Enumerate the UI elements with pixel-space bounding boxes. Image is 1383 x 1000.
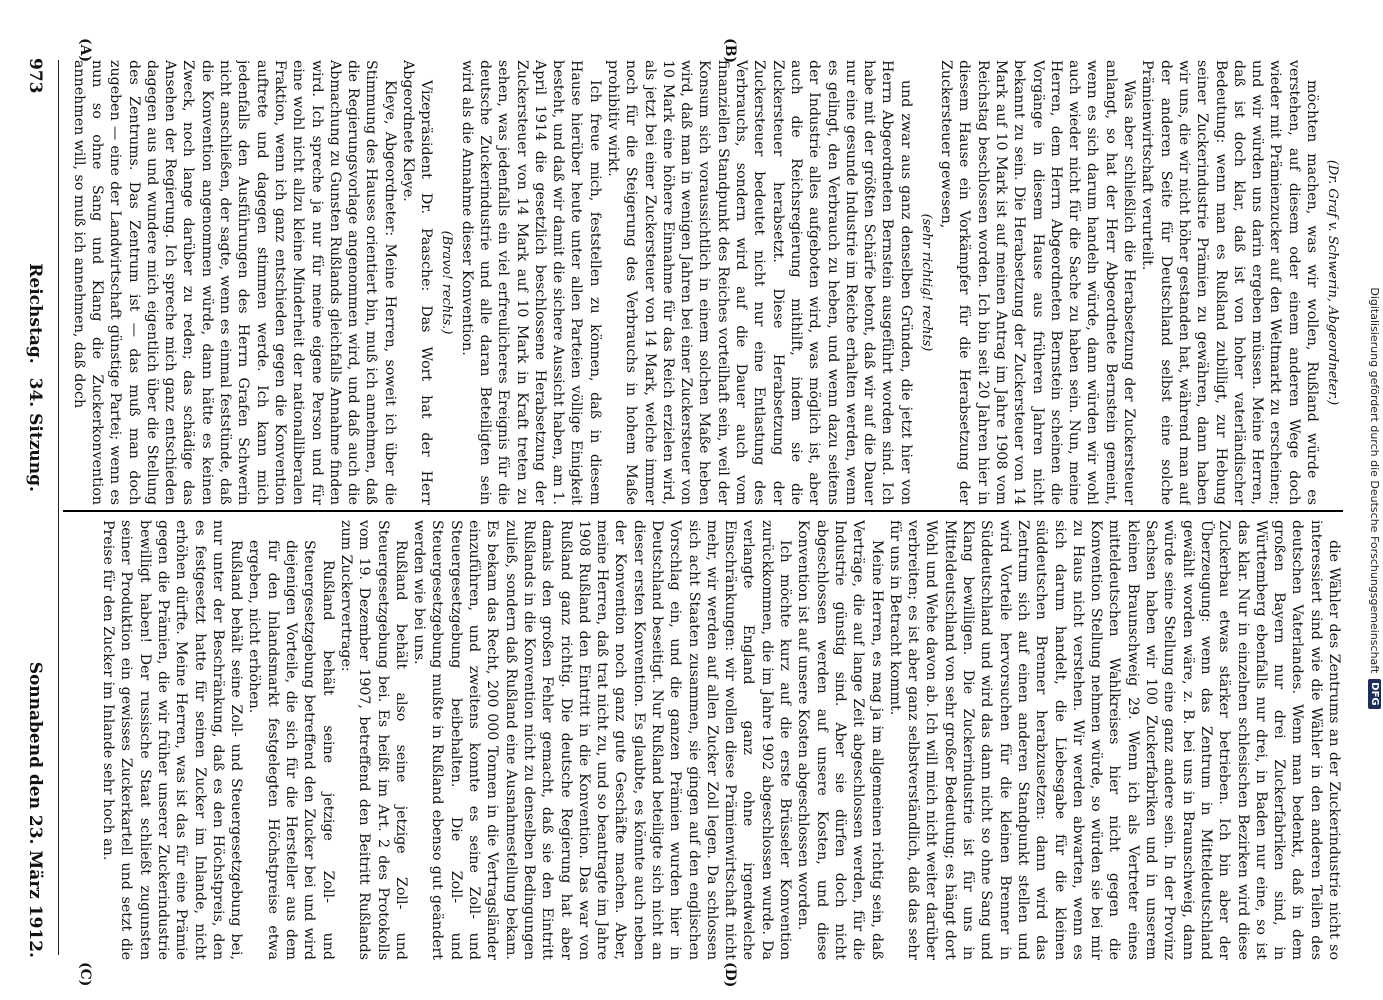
- margin-marker-c: (C): [77, 962, 93, 987]
- column-divider: [63, 510, 1343, 512]
- paragraph: möchten machen, was wir wollen, Rußland würde es verstehen, auf diesem oder einem anderen Wege doch wieder mit Prämienzucker auf den Weltmarkt zu erscheinen; und wir würden uns darin ergeben müssen. Meine Herren, daß ist doch klar, daß ist von hoher vaterländischer Bedeutung: wenn man es Rußland zubilligt, zur Hebung seiner Zuckerindustrie Prämien zu gewähren, dann haben wir uns, die wir nicht höher gestanden hat, während man auf der anderen Seite für Deutschland selbst eine solche Prämienwirtschaft verurteilt.: [1139, 60, 1320, 505]
- interjection: (sehr richtig! rechts): [918, 213, 934, 352]
- paragraph: Was aber schließlich die Herabsetzung der Zuckersteuer anlangt, so hat der Herr Abgeordnete Bernstein gemeint, wenn es sich darum handeln würde, dann würden wir wohl auch wieder nicht für die Sache zu haben sein. Nun, meine Herren, dem Herrn Abgeordneten Bernstein scheinen die Vorgänge in diesem Hause aus früheren Jahren nicht bekannt zu sein. Die Herabsetzung der Zuckersteuer von 14 Mark auf 10 Mark ist auf meinen Antrag im Jahre 1908 vom Reichstag beschlossen worden. Ich bin seit 20 Jahren hier in diesem Hause ein Vorkämpfer für die Herabsetzung der Zuckersteuer gewesen,: [938, 60, 1138, 505]
- paragraph: Ich möchte kurz auf die erste Brüsseler Konvention zurückkommen, die im Jahre 1902 abgeschlossen wurde. Da verlangte England ganz ohne irgendwelche Einschränkungen: wir wollen diese Prämienwirtschaft nicht mehr, wir werden auf allen Zucker Zoll legen. Da schlossen sich acht Staaten zusammen, sie gingen auf den englischen Vorschlag ein, und die ganzen Prämien wurden hier in Deutschland beseitigt. Nur Rußland beteiligte sich nicht an dieser ersten Konvention. Es glaubte, es könnte auch neben der Konvention noch ganz gute Geschäfte machen. Aber, meine Herren, daß trat nicht zu, und so beantragte im Jahre 1908 Rußland den Eintritt in die Konvention. Das war von Rußland ganz richtig. Die deutsche Regierung hat aber damals den großen Fehler gemacht, daß sie den Eintritt Rußlands in die Konvention nicht zu denselben Bedingungen zuließ, sondern daß Rußland eine Ausnahmestellung bekam. Es bekam das Recht, 200 000 Tonnen in die Vertragsländer einzuführen, und zweitens konnte es seine Zoll- und Steuergesetzgebung beibehalten. Die Zoll- und Steuergesetzgebung mußte in Rußland ebenso gut geändert werden wie bei uns.: [411, 520, 794, 960]
- right-column: [67, 520, 1343, 960]
- paragraph: und zwar aus ganz denselben Gründen, die jetzt hier von Herrn Abgeordneten Bernstein ausgeführt worden sind. Ich habe mit der größten Schärfe betont, daß wir auf die Dauer nur eine gesunde Industrie im Reiche erhalten werden, wenn es gelingt, den Verbrauch zu heben, und wenn dazu seitens der Industrie alles aufgeboten wird, was möglich ist, aber auch die Reichsregierung mithilft, indem sie die Zuckersteuer herabsetzt. Diese Herabsetzung der Zuckersteuer bedeutet nicht nur eine Entlastung des Verbrauchs, sondern wird auf die Dauer auch vom finanziellen Standpunkt des Reiches vorteilhaft sein, weil der Konsum sich voraussichtlich in einem solchen Maße heben wird, daß man in wenigen Jahren bei einer Zuckersteuer von 10 Mark eine höhere Einnahme für das Reich erzielen wird, als jetzt bei einer Zuckersteuer von 14 Mark, welche immer noch für die Steigerung des Verbrauchs in hohem Maße prohibitiv wirkt.: [605, 60, 914, 505]
- paragraph: Ich freue mich, feststellen zu können, daß in diesem Hause hierüber heute unter allen Parteien völlige Einigkeit besteht, und daß wir damit die sichere Aussicht haben, am 1. April 1914 die gesetzlich beschlossene Herabsetzung der Zuckersteuer von 14 Mark auf 10 Mark in Kraft treten zu sehen, was jedenfalls ein viel erfreulicheres Ereignis für die deutsche Zuckerindustrie und alle daran Beteiligten sein wird als die Annahme dieser Konvention.: [458, 60, 603, 505]
- session-title: 34. Sitzung.: [25, 377, 45, 492]
- president-line: Vizepräsident Dr. Paasche: Das Wort hat der Herr Abgeordnete Kleye.: [400, 60, 435, 505]
- left-column: [67, 60, 1343, 505]
- paragraph: Meine Herren, es mag ja im allgemeinen richtig sein, daß Verträge, die auf lange Zeit abgeschlossen werden, für die Industrie günstig sind. Aber sie dürfen doch nicht abgeschlossen werden auf unsere Kosten, und diese Konvention ist auf unsere Kosten abgeschlossen worden.: [795, 520, 885, 960]
- margin-marker-d: (D): [722, 962, 738, 988]
- page-number: 973: [25, 58, 45, 94]
- credit-text: Digitalisierung gefördert durch die Deutsche Forschungsgemeinschaft: [1368, 287, 1382, 674]
- digitization-credit: [1367, 8, 1383, 988]
- dfg-logo-icon: DFG: [1369, 679, 1382, 708]
- page-header: [19, 58, 51, 958]
- margin-marker-b: (B): [722, 38, 738, 64]
- paragraph: Rußland behält also seine jetzige Zoll- und Steuergesetzgebung bei. Es heißt im Art. 2 des Protokolls vom 19. Dezember 1907, betreffend den Beitritt Rußlands zum Zuckervertrage:: [337, 520, 409, 960]
- interjection: (Bravo! rechts.): [439, 230, 455, 335]
- paragraph: Rußland behält seine Zoll- und Steuergesetzgebung bei, nur unter der Beschränkung, daß es den Höchstpreis, den es festgesetzt hatte für seinen Zucker im Inlande, nicht erhöhen dürfte. Meine Herren, was ist das für eine Prämie gegen die Prämien, die wir früher unserer Zuckerindustrie bewilligt haben! Der russische Staat schließt zugunsten seiner Produktion ein gewisses Zuckerkartell und setzt die Preise für den Zucker im Inlande sehr hoch an.: [100, 520, 245, 960]
- session-date: Sonnabend den 23. März 1912.: [25, 661, 45, 958]
- paragraph: Kleye, Abgeordneter: Meine Herren, soweit ich über die Stimmung des Hauses orientiert bin, muß ich annehmen, daß die Regierungsvorlage angenommen wird, und daß auch die Abmachung zu Gunsten Rußlands gleichfalls Annahme finden wird. Ich spreche ja nur für meine eigene Person und für eine wohl nicht allzu kleine Minderheit der nationalliberalen Fraktion, wenn ich ganz entschieden gegen die Konvention auftrete und dagegen stimmen werde. Ich kann mich jedenfalls den Ausführungen des Herrn Grafen Schwerin nicht anschließen, der sagte, wenn es einmal feststünde, daß die Konvention angenommen würde, dann hätte es keinen Zweck, noch lange darüber zu reden; das schädige das Ansehen der Regierung. Ich spreche mich ganz entschieden dagegen aus und wundere mich eigentlich über die Stellung des Zentrums. Das Zentrum ist — das muß man doch zugeben — eine der Landwirtschaft günstige Partei; wenn es nun so ohne Sang und Klang die Zuckerkonvention annehmen will, so muß ich annehmen, daß doch: [70, 60, 398, 505]
- header-rule: [58, 60, 59, 955]
- header-center: [25, 263, 45, 492]
- margin-marker-a: (A): [77, 38, 93, 63]
- speaker-line: (Dr. Graf v. Schwerin, Abgeordneter.): [1325, 159, 1340, 406]
- paragraph: die Wähler des Zentrums an der Zuckerindustrie nicht so interessiert sind wie die Wähler in den anderen Teilen des deutschen Vaterlandes. Wenn man bedenkt, daß in dem großen Bayern nur drei Zuckerfabriken sind, in Württemberg ebenfalls nur drei, in Baden nur eine, so ist das klar. Nur in einzelnen schlesischen Bezirken wird diese Zuckerbau etwas stärker betrieben. Ich bin aber der Überzeugung: wenn das Zentrum in Mitteldeutschland gewählt worden wäre, z. B. bei uns in Braunschweig, dann würde seine Stellung eine ganz andere sein. In der Provinz Sachsen haben wir 100 Zuckerfabriken und in unserem kleinen Braunschweig 29. Wenn ich als Vertreter eines mitteldeutschen Wahlkreises hier nicht gegen die Konvention Stellung nehmen würde, so würden sie bei mir zu Haus nicht verstehen. Wir werden abwarten, wenn es sich darum handelt, die Liebesgabe für die kleinen süddeutschen Brenner herabzusetzen: dann wird das Zentrum sich auf einen anderen Standpunkt stellen und wird Vorteile hervorsuchen für die kleinen Brenner in Süddeutschland und wird das dann nicht so ohne Sang und Klang bewilligen. Die Zuckerindustrie ist für uns in Mitteldeutschland von sehr großer Bedeutung; es hängt dort Wohl und Wehe davon ab. Ich will mich nicht weiter darüber verbreiten; es ist aber ganz selbstverständlich, daß das sehr für uns in Betracht kommt.: [886, 520, 1342, 960]
- publication-title: Reichstag.: [25, 263, 45, 364]
- quotation: Rußland behält seine jetzige Zoll- und Steuergesetzgebung betreffend den Zucker bei und wird diejenigen Vorteile, die sich für die Hersteller aus dem für den Inlandsmarkt festgelegten Höchstpreise etwa ergeben, nicht erhöhen.: [246, 540, 336, 960]
